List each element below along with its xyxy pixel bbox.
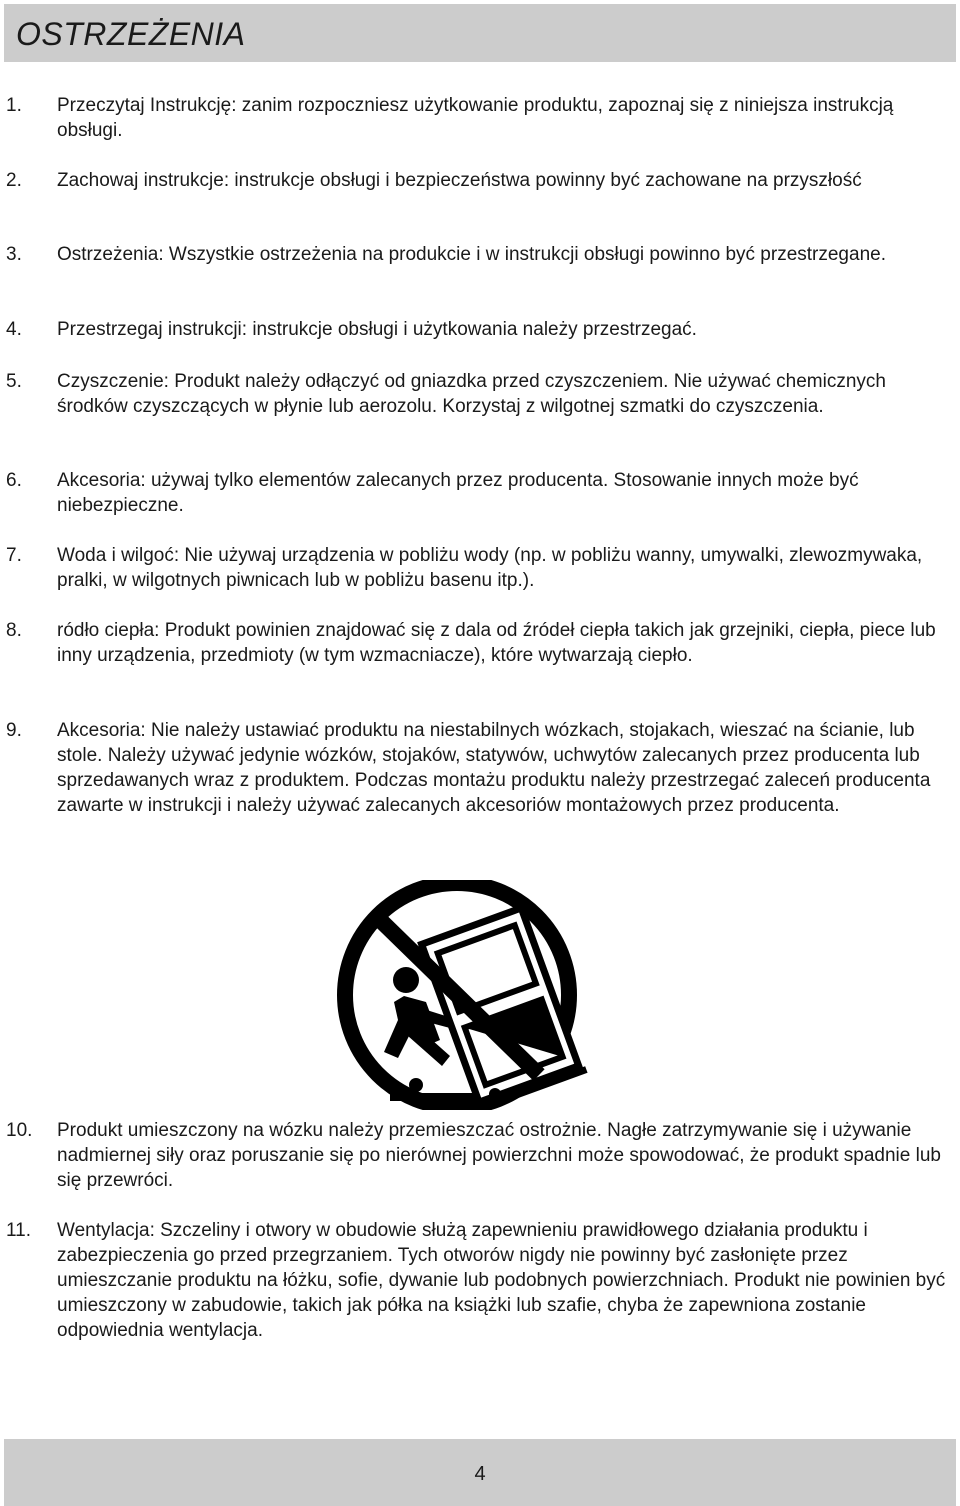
item-text: Czyszczenie: Produkt należy odłączyć od gniazdka przed czyszczeniem. Nie używać chemicznych środków czyszczących w płynie lub aerozolu. Korzystaj z wilgotnej szmatki do czyszczenia.	[57, 371, 886, 417]
item-number: 2.	[6, 170, 22, 191]
item-number: 9.	[6, 720, 22, 741]
item-text: ródło ciepła: Produkt powinien znajdować się z dala od źródeł ciepła takich jak grzejniki, ciepła, piece lub inny urządzenia, przedmioty (w tym wzmacniacze), które wytwarzają ciepło.	[57, 620, 936, 666]
footer-bar	[4, 1439, 956, 1506]
item-number: 8.	[6, 620, 22, 641]
cart-tip-over-warning-icon	[320, 880, 600, 1110]
item-text: Akcesoria: Nie należy ustawiać produktu na niestabilnych wózkach, stojakach, wieszać na ścianie, lub stole. Należy używać jedynie wózków, stojaków, statywów, uchwytów zalecanych przez producenta lub sprzedawanych wraz z produktem. Podczas montażu produktu należy przestrzegać zaleceń producenta zawarte w instrukcji i należy używać zalecanych akcesoriów montażowych przez producenta.	[57, 720, 931, 816]
item-number: 5.	[6, 371, 22, 392]
page-title: OSTRZEŻENIA	[16, 16, 246, 52]
item-text: Zachowaj instrukcje: instrukcje obsługi i bezpieczeństwa powinny być zachowane na przyszłość	[57, 170, 862, 191]
item-number: 10.	[6, 1120, 33, 1141]
item-number: 3.	[6, 244, 22, 265]
item-text: Wentylacja: Szczeliny i otwory w obudowie służą zapewnieniu prawidłowego działania produktu i zabezpieczenia go przed przegrzaniem. Tych otworów nigdy nie powinny być zasłonięte przez umieszczanie produktu na łóżku, sofie, dywanie lub podobnych powierzchniach. Produkt nie powinien być umieszczony w zabudowie, takich jak półka na książki lub szafie, chyba że zapewniona zostanie odpowiednia wentylacja.	[57, 1220, 946, 1341]
item-text: Przestrzegaj instrukcji: instrukcje obsługi i użytkowania należy przestrzegać.	[57, 319, 697, 340]
item-text: Przeczytaj Instrukcję: zanim rozpoczniesz użytkowanie produktu, zapoznaj się z niniejsza instrukcją obsługi.	[57, 95, 894, 141]
item-number: 11.	[6, 1220, 32, 1241]
item-text: Akcesoria: używaj tylko elementów zalecanych przez producenta. Stosowanie innych może być niebezpieczne.	[57, 470, 859, 516]
item-number: 1.	[6, 95, 22, 116]
item-text: Ostrzeżenia: Wszystkie ostrzeżenia na produkcie i w instrukcji obsługi powinno być przestrzegane.	[57, 244, 886, 265]
header-bar	[4, 4, 956, 62]
item-text: Produkt umieszczony na wózku należy przemieszczać ostrożnie. Nagłe zatrzymywanie się i używanie nadmiernej siły oraz poruszanie się po nierównej powierzchni może spowodować, że produkt spadnie lub się przewróci.	[57, 1120, 941, 1191]
item-number: 7.	[6, 545, 22, 566]
item-number: 4.	[6, 319, 22, 340]
page-number: 4	[474, 1463, 486, 1485]
item-text: Woda i wilgoć: Nie używaj urządzenia w pobliżu wody (np. w pobliżu wanny, umywalki, zlewozmywaka, pralki, w wilgotnych piwnicach lub w pobliżu basenu itp.).	[57, 545, 923, 591]
item-number: 6.	[6, 470, 22, 491]
